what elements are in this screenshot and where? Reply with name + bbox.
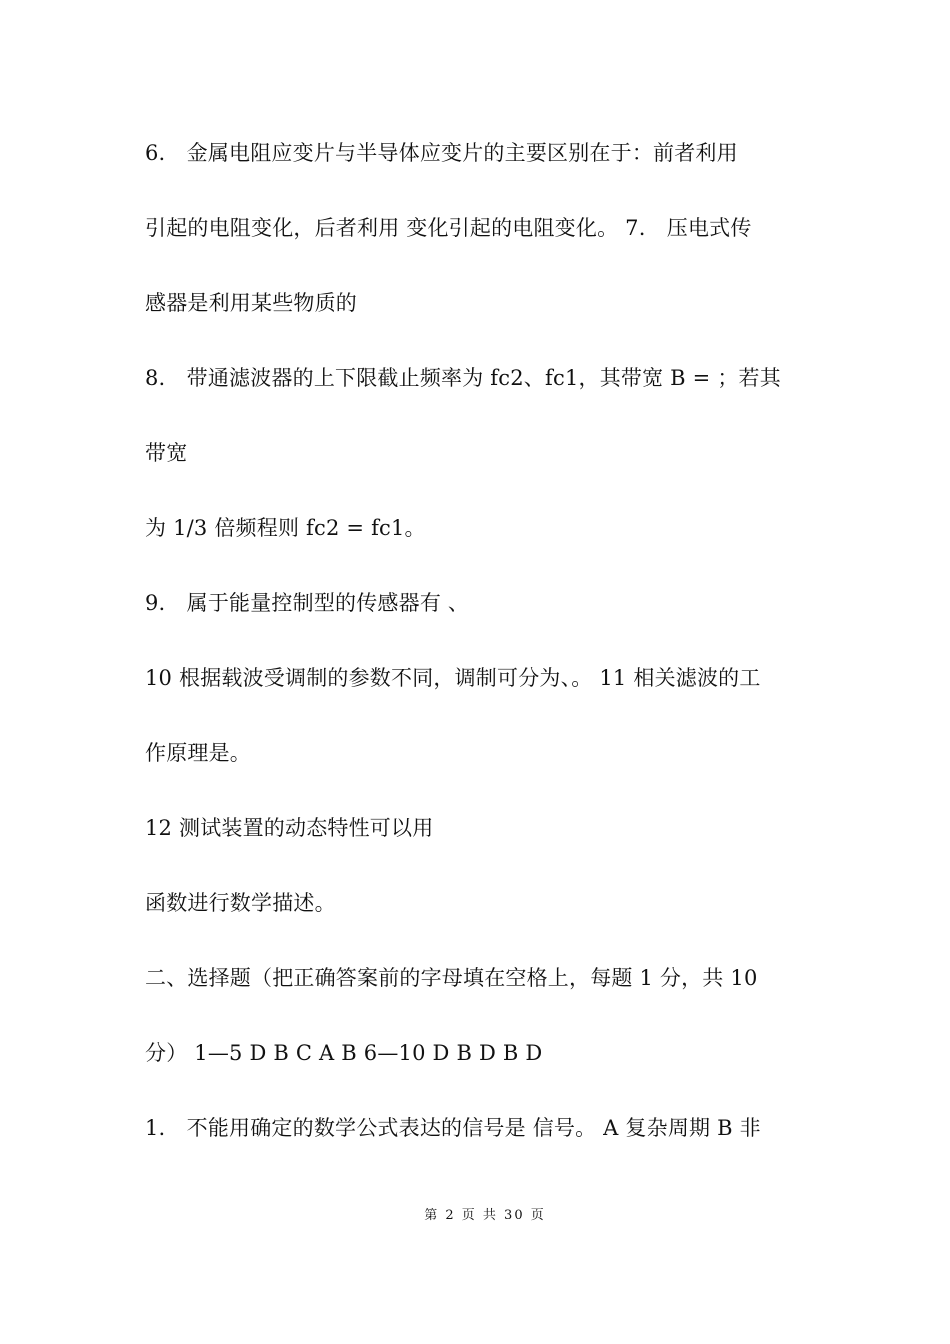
text-line-1: 6. 金属电阻应变片与半导体应变片的主要区别在于：前者利用: [145, 141, 738, 165]
text-line-7: 9. 属于能量控制型的传感器有 、: [145, 591, 470, 615]
text-line-6: 为 1/3 倍频程则 fc2 = fc1。: [145, 516, 426, 540]
text-line-5: 带宽: [145, 441, 188, 465]
page-number-footer: 第 2 页 共 30 页: [424, 1208, 546, 1223]
text-line-10: 12 测试装置的动态特性可以用: [145, 816, 434, 840]
text-line-3: 感器是利用某些物质的: [145, 291, 357, 315]
text-line-13: 分） 1—5 D B C A B 6—10 D B D B D: [145, 1041, 543, 1065]
text-line-8: 10 根据载波受调制的参数不同，调制可分为、。 11 相关滤波的工: [145, 666, 761, 690]
text-line-2: 引起的电阻变化，后者利用 变化引起的电阻变化。 7. 压电式传: [145, 216, 752, 240]
text-line-9: 作原理是。: [145, 741, 251, 765]
text-line-4: 8. 带通滤波器的上下限截止频率为 fc2、fc1，其带宽 B = ；若其: [145, 366, 781, 390]
text-line-12: 二、选择题（把正确答案前的字母填在空格上，每题 1 分，共 10: [145, 966, 758, 990]
text-line-11: 函数进行数学描述。: [145, 891, 336, 915]
text-line-14: 1. 不能用确定的数学公式表达的信号是 信号。 A 复杂周期 B 非: [145, 1116, 761, 1140]
